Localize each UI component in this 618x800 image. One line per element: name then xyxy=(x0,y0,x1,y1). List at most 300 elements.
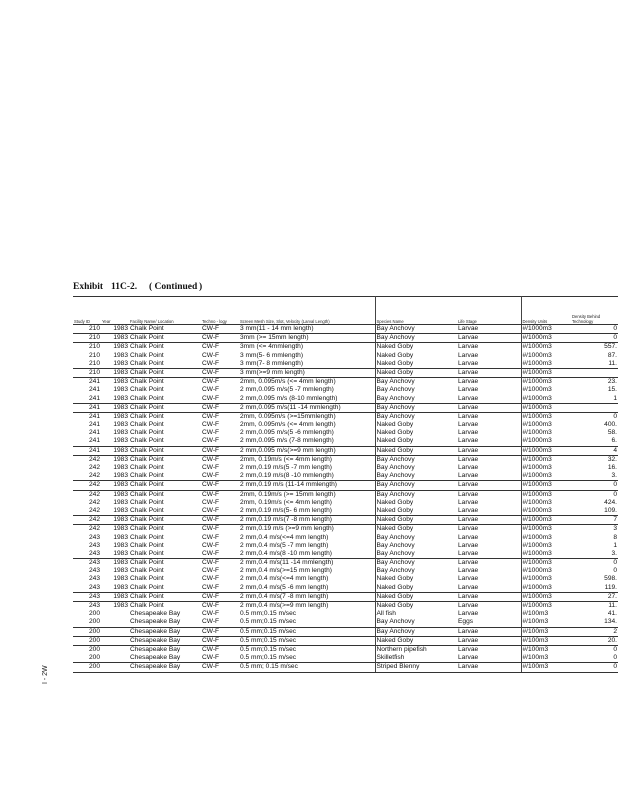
cell-year: 1983 xyxy=(113,325,128,332)
cell-density-units: #/1000m3 xyxy=(521,455,571,464)
cell-year: 1983 xyxy=(101,455,129,464)
table-row xyxy=(73,386,618,394)
table-row xyxy=(73,352,618,360)
cell-facility: Chalk Point xyxy=(129,481,201,490)
cell-density-units: #/1000m3 xyxy=(521,516,571,525)
cell-year: 1983 xyxy=(113,583,128,591)
table-row xyxy=(73,550,618,559)
cell-facility: Chesapeake Bay xyxy=(130,618,181,626)
cell-species: Naked Goby xyxy=(375,368,457,377)
cell-life-stage: Larvae xyxy=(457,490,521,499)
cell-density-value: 1 xyxy=(613,541,617,549)
cell-year: 1983 xyxy=(101,490,129,499)
cell-density-value: 4 xyxy=(571,446,618,455)
cell-facility: Chalk Point xyxy=(129,368,201,377)
cell-facility: Chalk Point xyxy=(129,403,201,412)
cell-screen: 0.5 mm;0.15 m/sec xyxy=(239,654,375,663)
cell-species: Bay Anchovy xyxy=(375,378,457,387)
cell-study-id: 241 xyxy=(73,412,101,421)
cell-density-units: #/1000m3 xyxy=(522,583,552,591)
cell-species: Bay Anchovy xyxy=(375,559,457,568)
cell-technology: CW-F xyxy=(201,490,239,499)
table-row xyxy=(73,490,618,499)
cell-technology: CW-F xyxy=(202,549,220,557)
cell-density-value xyxy=(571,403,618,412)
cell-study-id: 242 xyxy=(73,490,101,499)
cell-density-units: #/1000m3 xyxy=(522,464,552,471)
cell-screen: 2 mm,0.095 m/s(5 -6 mmlength) xyxy=(239,429,375,437)
cell-technology: CW-F xyxy=(201,412,239,421)
cell-technology: CW-F xyxy=(202,394,220,402)
table-row xyxy=(73,542,618,550)
cell-screen: 2 mm,0.4 m/s(8 -10 mm length) xyxy=(239,550,375,559)
table-row xyxy=(73,610,618,618)
cell-study-id: 242 xyxy=(88,506,100,514)
cell-species: Naked Goby xyxy=(376,351,414,359)
cell-study-id: 241 xyxy=(73,403,101,412)
cell-facility: Chalk Point xyxy=(130,394,164,402)
cell-study-id: 210 xyxy=(73,343,101,352)
cell-study-id: 242 xyxy=(88,464,100,471)
cell-density-value: 0 xyxy=(571,490,618,499)
cell-density-units: #/1000m3 xyxy=(522,429,552,437)
cell-technology: CW-F xyxy=(202,654,220,662)
cell-species: Bay Anchovy xyxy=(376,567,415,575)
cell-density-units: #/1000m3 xyxy=(522,437,552,445)
cell-density-value: 7 xyxy=(571,516,618,525)
cell-study-id: 241 xyxy=(88,421,100,429)
cell-density-value: 0 xyxy=(571,663,618,672)
cell-life-stage: Larvae xyxy=(457,334,521,343)
table-row xyxy=(73,437,618,446)
cell-density-value: 3. xyxy=(611,549,617,557)
cell-screen: 3mm (<= 4mmlength) xyxy=(239,343,375,352)
cell-life-stage: Larvae xyxy=(457,368,521,377)
cell-study-id: 200 xyxy=(73,645,101,654)
cell-density-value: 0 xyxy=(571,481,618,490)
table-row xyxy=(73,602,618,611)
cell-year xyxy=(101,627,129,636)
cell-facility: Chalk Point xyxy=(130,437,164,445)
cell-screen: 2 mm,0.19 m/s(5- 6 mm length) xyxy=(239,507,375,516)
cell-species: Striped Blenny xyxy=(375,663,457,672)
cell-facility: Chalk Point xyxy=(130,472,164,480)
cell-year: 1983 xyxy=(101,559,129,568)
cell-technology: CW-F xyxy=(202,325,220,332)
cell-screen: 2 mm,0.19 m/s(5 -7 mm length) xyxy=(239,464,375,472)
exhibit-label: Exhibit xyxy=(73,282,104,292)
cell-study-id: 200 xyxy=(88,610,100,618)
cell-species: Naked Goby xyxy=(376,583,414,591)
cell-technology: CW-F xyxy=(202,429,220,437)
cell-screen: 0.5 mm;0.15 m/sec xyxy=(239,645,375,654)
cell-facility: Chalk Point xyxy=(130,498,164,506)
cell-technology: CW-F xyxy=(201,481,239,490)
cell-density-value: 0 xyxy=(571,412,618,421)
exhibit-continued: ( Continued xyxy=(149,282,198,292)
cell-life-stage: Larvae xyxy=(457,378,521,387)
cell-screen: 2 mm,0.19 m/s(7 -8 mm length) xyxy=(239,516,375,525)
table-row xyxy=(73,455,618,464)
cell-study-id: 210 xyxy=(88,359,100,367)
cell-screen: 2 mm,0.19 m/s(8 -10 mmlength) xyxy=(239,472,375,481)
cell-facility: Chalk Point xyxy=(129,490,201,499)
cell-life-stage: Larvae xyxy=(457,534,521,542)
table-row xyxy=(73,534,618,542)
cell-species: Bay Anchovy xyxy=(375,334,457,343)
cell-technology: CW-F xyxy=(202,498,220,506)
cell-facility: Chalk Point xyxy=(130,575,164,583)
cell-species: Northern pipefish xyxy=(375,645,457,654)
cell-life-stage: Larvae xyxy=(457,654,521,663)
table-row xyxy=(73,368,618,377)
cell-life-stage: Larvae xyxy=(457,516,521,525)
cell-life-stage: Larvae xyxy=(457,550,521,559)
cell-screen: 2 mm,0.095 m/s(>=9 mm length) xyxy=(239,446,375,455)
cell-year xyxy=(101,654,129,663)
cell-species: Bay Anchovy xyxy=(375,455,457,464)
cell-screen: 2mm, 0.095m/s (>=15mmlength) xyxy=(239,412,375,421)
cell-density-units: #/1000m3 xyxy=(522,506,552,514)
cell-species: Naked Goby xyxy=(375,446,457,455)
cell-year: 1983 xyxy=(113,498,128,506)
cell-technology: CW-F xyxy=(202,506,220,514)
cell-technology: CW-F xyxy=(202,386,220,394)
cell-life-stage: Larvae xyxy=(457,584,521,593)
cell-screen: 3 mm(11 - 14 mm length) xyxy=(239,325,375,334)
table-row xyxy=(73,334,618,343)
cell-screen: 3 mm(>=9 mm length) xyxy=(239,368,375,377)
cell-density-units: #/1000m3 xyxy=(522,541,552,549)
cell-facility: Chalk Point xyxy=(130,506,164,514)
cell-density-value: 8 xyxy=(613,533,617,541)
cell-density-value: 11. xyxy=(608,359,617,367)
cell-facility: Chalk Point xyxy=(129,455,201,464)
cell-facility: Chalk Point xyxy=(130,541,164,549)
cell-year: 1983 xyxy=(113,421,128,429)
cell-screen: 0.5 mm; 0.15 m/sec xyxy=(239,663,375,672)
cell-density-units: #/1000m3 xyxy=(521,592,571,601)
cell-species: Bay Anchovy xyxy=(376,325,415,332)
cell-density-units: #/1000m3 xyxy=(521,368,571,377)
table-row xyxy=(73,575,618,583)
cell-species: Bay Anchovy xyxy=(375,490,457,499)
cell-screen: 2 mm,0.19 m/s (>=9 mm length) xyxy=(239,525,375,534)
cell-study-id: 243 xyxy=(88,549,100,557)
cell-density-units: #/1000m3 xyxy=(522,472,552,480)
cell-year xyxy=(101,618,129,627)
cell-density-value: 41. xyxy=(607,610,617,618)
cell-species: Naked Goby xyxy=(376,437,414,445)
cell-species: Naked Goby xyxy=(376,506,414,514)
cell-facility: Chalk Point xyxy=(129,525,201,534)
cell-facility: Chalk Point xyxy=(129,378,201,387)
table-row xyxy=(73,360,618,369)
cell-species: Naked Goby xyxy=(375,602,457,611)
cell-study-id: 243 xyxy=(73,592,101,601)
cell-screen: 0.5 mm;0.15 m/sec xyxy=(239,618,375,627)
cell-density-value: 58. xyxy=(607,429,617,437)
cell-facility: Chesapeake Bay xyxy=(130,654,181,662)
cell-species: Skilletfish xyxy=(376,654,405,662)
cell-study-id: 241 xyxy=(73,446,101,455)
cell-life-stage: Eggs xyxy=(457,618,521,627)
cell-technology: CW-F xyxy=(201,525,239,534)
cell-screen: 2 mm,0.095 m/s (7-8 mmlength) xyxy=(239,437,375,446)
cell-species: Bay Anchovy xyxy=(376,618,415,626)
cell-year: 1983 xyxy=(101,481,129,490)
cell-year: 1983 xyxy=(113,464,128,471)
cell-technology: CW-F xyxy=(201,602,239,611)
cell-life-stage: Larvae xyxy=(457,575,521,583)
cell-study-id: 210 xyxy=(88,325,100,332)
cell-density-units: #/1000m3 xyxy=(521,334,571,343)
cell-species: Naked Goby xyxy=(376,359,414,367)
cell-technology: CW-F xyxy=(202,533,220,541)
table-row xyxy=(73,559,618,568)
cell-study-id: 242 xyxy=(73,525,101,534)
cell-year: 1983 xyxy=(113,386,128,394)
cell-species: Naked Goby xyxy=(375,516,457,525)
table-row xyxy=(73,592,618,601)
cell-study-id: 200 xyxy=(73,636,101,645)
cell-study-id: 243 xyxy=(88,583,100,591)
table-header-row xyxy=(73,297,618,325)
cell-facility: Chalk Point xyxy=(130,359,164,367)
cell-life-stage: Larvae xyxy=(457,481,521,490)
cell-life-stage: Larvae xyxy=(457,559,521,568)
cell-density-value: 16. xyxy=(607,464,617,471)
cell-species: Bay Anchovy xyxy=(375,481,457,490)
cell-year: 1983 xyxy=(101,525,129,534)
cell-facility: Chalk Point xyxy=(129,516,201,525)
cell-screen: 2 mm,0.4 m/s(7 -8 mm length) xyxy=(239,592,375,601)
cell-screen: 2 mm,0.19 m/s (11-14 mmlength) xyxy=(239,481,375,490)
cell-density-value: 11. xyxy=(571,602,618,611)
cell-technology: CW-F xyxy=(201,446,239,455)
cell-density-units: #/1000m3 xyxy=(521,403,571,412)
cell-screen: 2 mm,0.4 m/s(11 -14 mmlength) xyxy=(239,559,375,568)
cell-density-value: 0 xyxy=(571,645,618,654)
cell-life-stage: Larvae xyxy=(457,325,521,334)
cell-technology: CW-F xyxy=(201,559,239,568)
cell-year: 1983 xyxy=(101,592,129,601)
cell-species: Bay Anchovy xyxy=(375,412,457,421)
cell-technology: CW-F xyxy=(202,437,220,445)
cell-screen: 2 mm,0.095 m/s(5 -7 mmlength) xyxy=(239,386,375,394)
cell-study-id: 241 xyxy=(88,437,100,445)
cell-screen: 3mm (>= 15mm length) xyxy=(239,334,375,343)
cell-technology: CW-F xyxy=(202,541,220,549)
cell-technology: CW-F xyxy=(202,351,220,359)
cell-density-units: #/100m3 xyxy=(521,645,571,654)
cell-density-units: #/1000m3 xyxy=(522,394,552,402)
cell-screen: 2mm, 0.19m/s (>= 15mm length) xyxy=(239,490,375,499)
cell-species: Naked Goby xyxy=(376,421,414,429)
cell-study-id: 200 xyxy=(73,663,101,672)
cell-density-units: #/100m3 xyxy=(521,627,571,636)
table-row xyxy=(73,525,618,534)
cell-density-value: 32. xyxy=(571,455,618,464)
cell-study-id: 210 xyxy=(73,334,101,343)
cell-year: 1983 xyxy=(113,359,128,367)
cell-life-stage: Larvae xyxy=(457,446,521,455)
cell-species: Bay Anchovy xyxy=(376,386,415,394)
cell-study-id: 243 xyxy=(88,575,100,583)
cell-study-id: 242 xyxy=(73,481,101,490)
cell-study-id: 243 xyxy=(88,567,100,575)
cell-density-units: #/1000m3 xyxy=(521,602,571,611)
cell-facility: Chalk Point xyxy=(130,567,164,575)
table-row xyxy=(73,421,618,429)
header-technology: Techno - logy xyxy=(201,297,239,325)
cell-life-stage: Larvae xyxy=(457,395,521,404)
cell-density-units: #/100m3 xyxy=(522,654,549,662)
cell-density-value: 424. xyxy=(604,498,617,506)
cell-technology: CW-F xyxy=(201,516,239,525)
cell-life-stage: Larvae xyxy=(457,386,521,394)
header-density-tech: Density Behind Technology xyxy=(571,297,618,325)
cell-density-value: 109. xyxy=(604,506,617,514)
cell-study-id: 242 xyxy=(88,472,100,480)
cell-facility: Chesapeake Bay xyxy=(129,636,201,645)
cell-technology: CW-F xyxy=(201,645,239,654)
cell-species: Bay Anchovy xyxy=(375,627,457,636)
table-row xyxy=(73,636,618,645)
cell-density-value: 1 xyxy=(613,394,617,402)
cell-life-stage: Larvae xyxy=(457,507,521,516)
cell-technology: CW-F xyxy=(201,343,239,352)
cell-year: 1983 xyxy=(113,394,128,402)
header-facility: Facility Name/ Location xyxy=(129,297,201,325)
cell-year: 1983 xyxy=(113,506,128,514)
table-row xyxy=(73,429,618,437)
cell-life-stage: Larvae xyxy=(457,542,521,550)
table-row xyxy=(73,403,618,412)
table-row xyxy=(73,464,618,472)
table-row xyxy=(73,645,618,654)
cell-density-value xyxy=(571,368,618,377)
cell-technology: CW-F xyxy=(202,359,220,367)
cell-life-stage: Larvae xyxy=(457,429,521,437)
cell-study-id: 241 xyxy=(88,386,100,394)
cell-facility: Chalk Point xyxy=(129,343,201,352)
cell-species: Bay Anchovy xyxy=(376,533,415,541)
cell-facility: Chalk Point xyxy=(129,412,201,421)
cell-density-value: 27. xyxy=(571,592,618,601)
cell-density-units: #/1000m3 xyxy=(522,575,552,583)
cell-year: 1983 xyxy=(101,334,129,343)
cell-study-id: 241 xyxy=(88,429,100,437)
cell-density-value: 119. xyxy=(604,583,617,591)
cell-facility: Chesapeake Bay xyxy=(130,610,181,618)
cell-density-units: #/1000m3 xyxy=(522,386,552,394)
cell-density-units: #/1000m3 xyxy=(522,549,552,557)
cell-facility: Chalk Point xyxy=(129,559,201,568)
cell-screen: 2 mm,0.4 m/s(<=4 mm length) xyxy=(239,575,375,583)
cell-year xyxy=(101,645,129,654)
cell-technology: CW-F xyxy=(201,368,239,377)
cell-density-value: 3. xyxy=(611,472,617,480)
table-row xyxy=(73,584,618,593)
cell-year xyxy=(101,636,129,645)
header-year: Year xyxy=(101,297,129,325)
cell-study-id: 243 xyxy=(73,602,101,611)
table-row xyxy=(73,481,618,490)
table-row xyxy=(73,378,618,387)
cell-year: 1983 xyxy=(113,567,128,575)
cell-technology: CW-F xyxy=(201,636,239,645)
cell-species: Bay Anchovy xyxy=(376,541,415,549)
cell-life-stage: Larvae xyxy=(457,567,521,575)
cell-study-id: 243 xyxy=(88,541,100,549)
cell-technology: CW-F xyxy=(201,592,239,601)
header-study-id: Study ID xyxy=(73,297,101,325)
cell-screen: 2 mm,0.095 m/s (8-10 mmlength) xyxy=(239,395,375,404)
cell-technology: CW-F xyxy=(202,583,220,591)
cell-year: 1983 xyxy=(113,472,128,480)
cell-facility: Chesapeake Bay xyxy=(129,645,201,654)
cell-screen: 2mm, 0.095m/s (<= 4mm length) xyxy=(239,378,375,387)
cell-density-value: 2 xyxy=(571,627,618,636)
cell-density-units: #/1000m3 xyxy=(521,412,571,421)
table-row xyxy=(73,325,618,334)
cell-density-value: 0 xyxy=(571,334,618,343)
cell-year: 1983 xyxy=(113,541,128,549)
cell-year: 1983 xyxy=(113,533,128,541)
cell-year: 1983 xyxy=(113,575,128,583)
cell-year xyxy=(101,663,129,672)
cell-screen: 2 mm,0.4 m/s(5 -7 mm length) xyxy=(239,542,375,550)
cell-year: 1983 xyxy=(101,378,129,387)
cell-year: 1983 xyxy=(101,343,129,352)
cell-facility: Chalk Point xyxy=(130,533,164,541)
cell-species: Bay Anchovy xyxy=(375,403,457,412)
cell-year: 1983 xyxy=(113,549,128,557)
cell-life-stage: Larvae xyxy=(457,592,521,601)
cell-density-value: 15. xyxy=(607,386,617,394)
header-life-stage: Life Stage xyxy=(457,297,521,325)
cell-technology: CW-F xyxy=(201,378,239,387)
table-row xyxy=(73,663,618,672)
cell-life-stage: Larvae xyxy=(457,472,521,481)
cell-screen: 2 mm,0.4 m/s(>=15 mm length) xyxy=(239,567,375,575)
cell-facility: Chalk Point xyxy=(129,446,201,455)
cell-study-id: 243 xyxy=(88,533,100,541)
cell-screen: 2 mm,0.4 m/s(<=4 mm length) xyxy=(239,534,375,542)
table-row xyxy=(73,507,618,516)
cell-life-stage: Larvae xyxy=(457,627,521,636)
cell-technology: CW-F xyxy=(202,610,220,618)
cell-density-units: #/100m3 xyxy=(521,663,571,672)
cell-study-id: 241 xyxy=(88,394,100,402)
cell-facility: Chalk Point xyxy=(130,421,164,429)
table-row xyxy=(73,446,618,455)
table-row xyxy=(73,395,618,404)
cell-density-value: 0 xyxy=(571,559,618,568)
cell-life-stage: Larvae xyxy=(457,602,521,611)
cell-life-stage: Larvae xyxy=(457,343,521,352)
cell-screen: 0.5 mm;0.15 m/sec xyxy=(239,636,375,645)
cell-life-stage: Larvae xyxy=(457,412,521,421)
cell-study-id: 200 xyxy=(73,627,101,636)
cell-life-stage: Larvae xyxy=(457,525,521,534)
cell-density-units: #/1000m3 xyxy=(521,378,571,387)
cell-life-stage: Larvae xyxy=(457,663,521,672)
cell-density-value: 400. xyxy=(604,421,617,429)
cell-species: Naked Goby xyxy=(375,592,457,601)
cell-technology: CW-F xyxy=(201,663,239,672)
